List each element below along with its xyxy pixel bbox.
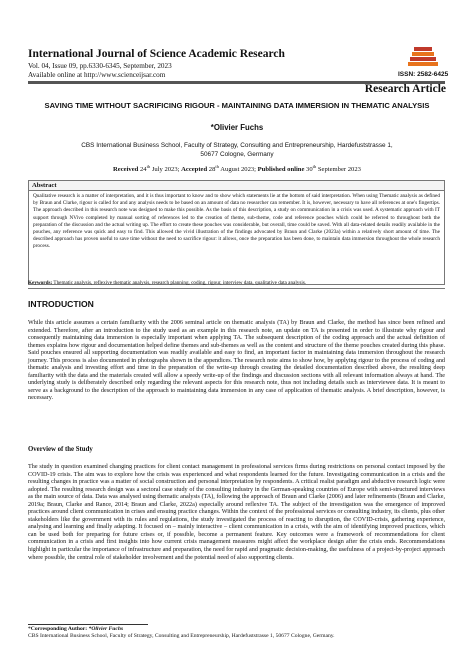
overview-paragraph: The study in question examined changing practices for client contact management in professional services firms during restrictions on personal contact imposed by the COVID-19 crisis. The aim was to explore how the crisis was experienced and what respondents learned for the future. Investigating communication in a crisis and the resulting changes in practice was a matter of social construction and personal interpretation by respondents. A critical realist paradigm and abductive research logic were adopted. The resulting research design was a sectoral case study of the consulting industry in the German-speaking countries of Europe with semi-structured interviews as the main source of data. Data was analysed using thematic analysis (TA), following the approach of Braun and Clarke (2006) and later refinements (Braun and Clarke, 2019a; Braun, Clarke and Rance, 2014; Braun and Clarke, 2022a) especially around reflexive TA. The subject of the investigation was the emergence of improved practices around client communication in crises and ensuing practice changes. Within the context of the professional services or consulting industry, its clients, plus other stakeholders like the government with its rules and regulations, the study investigated the process of reacting to disruption, the COVID-crisis, gathering experience, analysing and learning and finally adapting. It focused on – mainly interactive – client communication in a crisis, with the aim of identifying improved practices, which can be used both for preparing for future crises or, if possible, become a permanent feature. Key outcomes were a framework of recommendations for client communication in a crisis and first insights into how current crisis management measures might affect the workplace design after the crisis ends. Recommendations highlight in particular the importance of infrastructure and preparation, the need for rapid and pragmatic decision-making, the usefulness of a project-by-project approach where possible, the central role of stakeholder involvement and the potential need of also supporting clients. bbox=[28, 464, 445, 561]
accepted-label: Accepted bbox=[181, 166, 208, 173]
issn-label: ISSN: 2582-6425 bbox=[398, 71, 449, 78]
received-day: 24 bbox=[139, 166, 147, 173]
published-date: September 2023 bbox=[317, 166, 361, 173]
keywords-text: Thematic analysis, reflexive thematic analysis, research planning, coding, rigour, interview data, qualitative data analysis. bbox=[53, 280, 307, 286]
corresponding-author-label: *Corresponding Author: bbox=[28, 626, 88, 632]
introduction-heading: INTRODUCTION bbox=[28, 299, 94, 309]
article-title: SAVING TIME WITHOUT SACRIFICING RIGOUR - MAINTAINING DATA IMMERSION IN THEMATIC ANALYSIS bbox=[44, 101, 430, 110]
keywords-line bbox=[28, 280, 445, 287]
keywords-divider bbox=[28, 288, 445, 289]
published-day: 30 bbox=[306, 166, 313, 173]
abstract-box bbox=[28, 180, 445, 285]
available-online-line: Available online at http://www.scienceijsar.com bbox=[28, 71, 166, 79]
accepted-day: 28 bbox=[208, 166, 216, 173]
corresponding-author-address: CBS International Business School, Faculty of Strategy, Consulting and Entrepreneurship, Hardefuststrasse 1, 50677 Cologne, Germany. bbox=[28, 633, 335, 639]
overview-heading: Overview of the Study bbox=[28, 446, 93, 453]
article-type: Research Article bbox=[364, 83, 446, 95]
introduction-paragraph: While this article assumes a certain familiarity with the 2006 seminal article on thematic analysis (TA) by Braun and Clarke, the method has since been refined and extended. Therefore, after an introduction to the study used as an example in this research note, an update on TA is presented in order to illustrate why rigour and consequently maintaining data immersion is especially important when applying TA. The subsequent description of the coding approach and the actual definition of themes explains how rigour and documentation helped define themes and sub-themes as well as the content and structure of the theme pouches created during this phase. Said pouches ensured all supporting documentation was readily available and easy to find, an important factor in maintaining data immersion throughout the research journey. This process is also documented in photographs shown in the appendices. The research note aims to show how, by applying rigour to the process of coding and thematic analysis and investing effort and time in the preparation of the write-up through creating the detailed documentation described above, the resulting deep familiarity with the data and the materials created will allow a speedy write-up of the findings and discussion sections with all relevant information always at hand. The underlying study is deliberately described only regarding the relevant aspects for this research note, thus not including details such as interviewee data. It is meant to serve as a background to the description of the approach to maintaining data immersion in any case of application of thematic analysis. A brief description, however, is necessary. bbox=[28, 320, 445, 402]
footnote-divider bbox=[28, 624, 148, 625]
corresponding-author-line bbox=[28, 626, 123, 633]
received-date: July 2023; bbox=[151, 166, 180, 173]
received-suffix: th bbox=[146, 163, 151, 169]
author-affiliation bbox=[60, 141, 414, 159]
abstract-heading: Abstract bbox=[29, 181, 444, 191]
published-suffix: th bbox=[312, 163, 317, 169]
abstract-text: Qualitative research is a matter of interpretation, and it is thus important to know and to show which statements lie at the bottom of said interpretation. When using Thematic analysis as defined by Braun and Clarke, rigour is called for and any analysis needs to be based on an amount of data no researcher can remember. It is, however, necessary to have all references at one's fingertips. The approach described in this research note was designed to make this possible. As the basis of this description, a study on communication in a crisis was used. A systematic approach with IT support through NVivo completed by manual sorting of references led to the creation of theme, sub-theme, code and reference pouches which could be referred to throughout both the preparation of the discussion and the actual writing up. The effort to create these pouches was considerable, but overall, time could be saved. With all data-related details readily available in the pouches, any reference was quick and easy to find. This allowed the vivid illustration of the findings advocated by Braun and Clarke (2023a) within a relatively short amount of time. The described approach has proven useful to save time without the need to sacrifice rigour: it allows, once the preparation has been done, to maintain data immersion throughout the whole research process. bbox=[33, 193, 440, 250]
affiliation-line-1: CBS International Business School, Faculty of Strategy, Consulting and Entrepreneurship, Hardefuststrasse 1, bbox=[81, 142, 393, 149]
author-name: *Olivier Fuchs bbox=[210, 123, 264, 132]
accepted-suffix: th bbox=[215, 163, 219, 169]
corresponding-author-name: *Olivier Fuchs bbox=[88, 626, 124, 632]
keywords-label: Keywords: bbox=[28, 280, 53, 286]
accepted-date: August 2023; bbox=[220, 166, 256, 173]
received-label: Received bbox=[113, 166, 139, 173]
journal-name: International Journal of Science Academic Research bbox=[28, 48, 285, 60]
volume-issue-line: Vol. 04, Issue 09, pp.6330-6345, September, 2023 bbox=[28, 62, 172, 70]
publication-dates bbox=[0, 163, 474, 173]
published-label: Published online bbox=[257, 166, 305, 173]
affiliation-line-2: 50677 Cologne, Germany bbox=[200, 151, 274, 158]
journal-logo bbox=[394, 44, 452, 68]
